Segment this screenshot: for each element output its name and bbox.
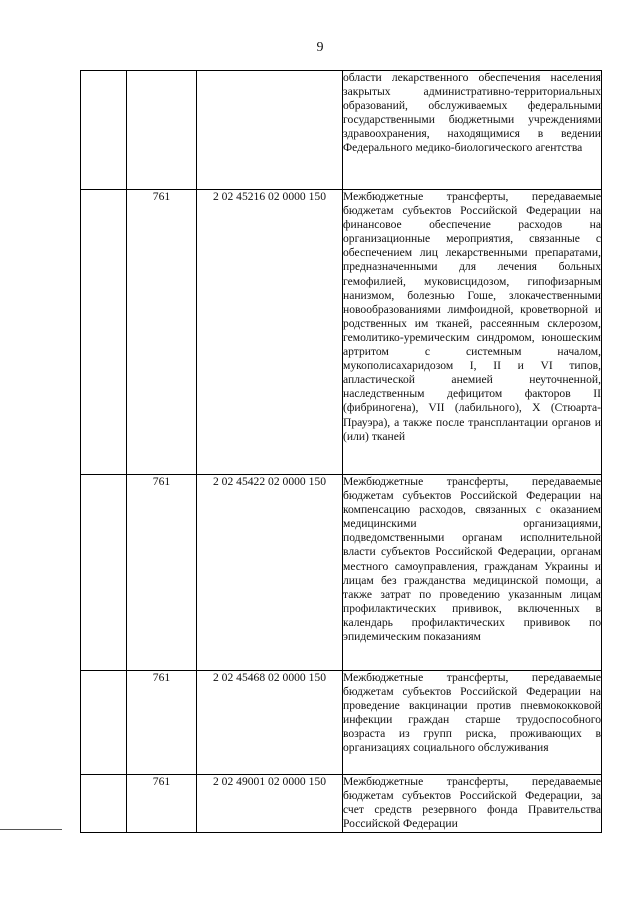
table-row [81,71,602,190]
description-text: области лекарственного обеспечения населения закрытых административно-территориальных образований, обслуживаемых федеральными государственными бюджетными учреждениями здравоохранения, находящимися в ведении Федерального медико-биологического агентства [343,71,601,155]
description-text: Межбюджетные трансферты, передаваемые бюджетам субъектов Российской Федерации на проведение вакцинации против пневмококковой инфекции граждан старше трудоспособного возраста из групп риска, проживающих в организациях социального обслуживания [343,671,601,755]
description-cell [343,190,602,475]
kbk-code-cell: 2 02 45216 02 0000 150 [197,190,343,475]
description-text: Межбюджетные трансферты, передаваемые бюджетам субъектов Российской Федерации, за счет средств резервного фонда Правительства Российской Федерации [343,775,601,831]
admin-code-cell: 761 [127,475,197,671]
blank-cell [81,775,127,833]
scan-margin-line [0,829,62,830]
table-row [81,775,602,833]
description-cell [343,71,602,190]
kbk-code-cell [197,71,343,190]
table-row [81,671,602,775]
description-cell [343,775,602,833]
description-text: Межбюджетные трансферты, передаваемые бюджетам субъектов Российской Федерации на финансовое обеспечение расходов на организационные мероприятия, связанные с обеспечением лиц лекарственными препаратами, предназначенными для лечения больных гемофилией, муковисцидозом, гипофизарным нанизмом, болезнью Гоше, злокачественными новообразованиями лимфоидной, кроветворной и родственных им тканей, рассеянным склерозом, гемолитико-уремическим синдромом, юношеским артритом с системным началом, мукополисахаридозом I, II и VI типов, апластической анемией неуточненной, наследственным дефицитом факторов II (фибриногена), VII (лабильного), X (Стюарта-Прауэра), а также после трансплантации органов и (или) тканей [343,190,601,443]
admin-code-cell: 761 [127,190,197,475]
budget-classification-table [80,70,602,833]
blank-cell [81,71,127,190]
page-number: 9 [316,40,324,55]
kbk-code-cell: 2 02 45468 02 0000 150 [197,671,343,775]
table-row [81,190,602,475]
kbk-code-cell: 2 02 45422 02 0000 150 [197,475,343,671]
admin-code-cell: 761 [127,671,197,775]
description-cell [343,475,602,671]
kbk-code-cell: 2 02 49001 02 0000 150 [197,775,343,833]
description-cell [343,671,602,775]
admin-code-cell [127,71,197,190]
table-row [81,475,602,671]
blank-cell [81,475,127,671]
blank-cell [81,671,127,775]
blank-cell [81,190,127,475]
description-text: Межбюджетные трансферты, передаваемые бюджетам субъектов Российской Федерации на компенсацию расходов, связанных с оказанием медицинскими организациями, подведомственными органам исполнительной власти субъектов Российской Федерации, органам местного самоуправления, гражданам Украины и лицам без гражданства медицинской помощи, а также затрат по проведению указанным лицам профилактических прививок, включенных в календарь профилактических прививок по эпидемическим показаниям [343,475,601,644]
admin-code-cell: 761 [127,775,197,833]
